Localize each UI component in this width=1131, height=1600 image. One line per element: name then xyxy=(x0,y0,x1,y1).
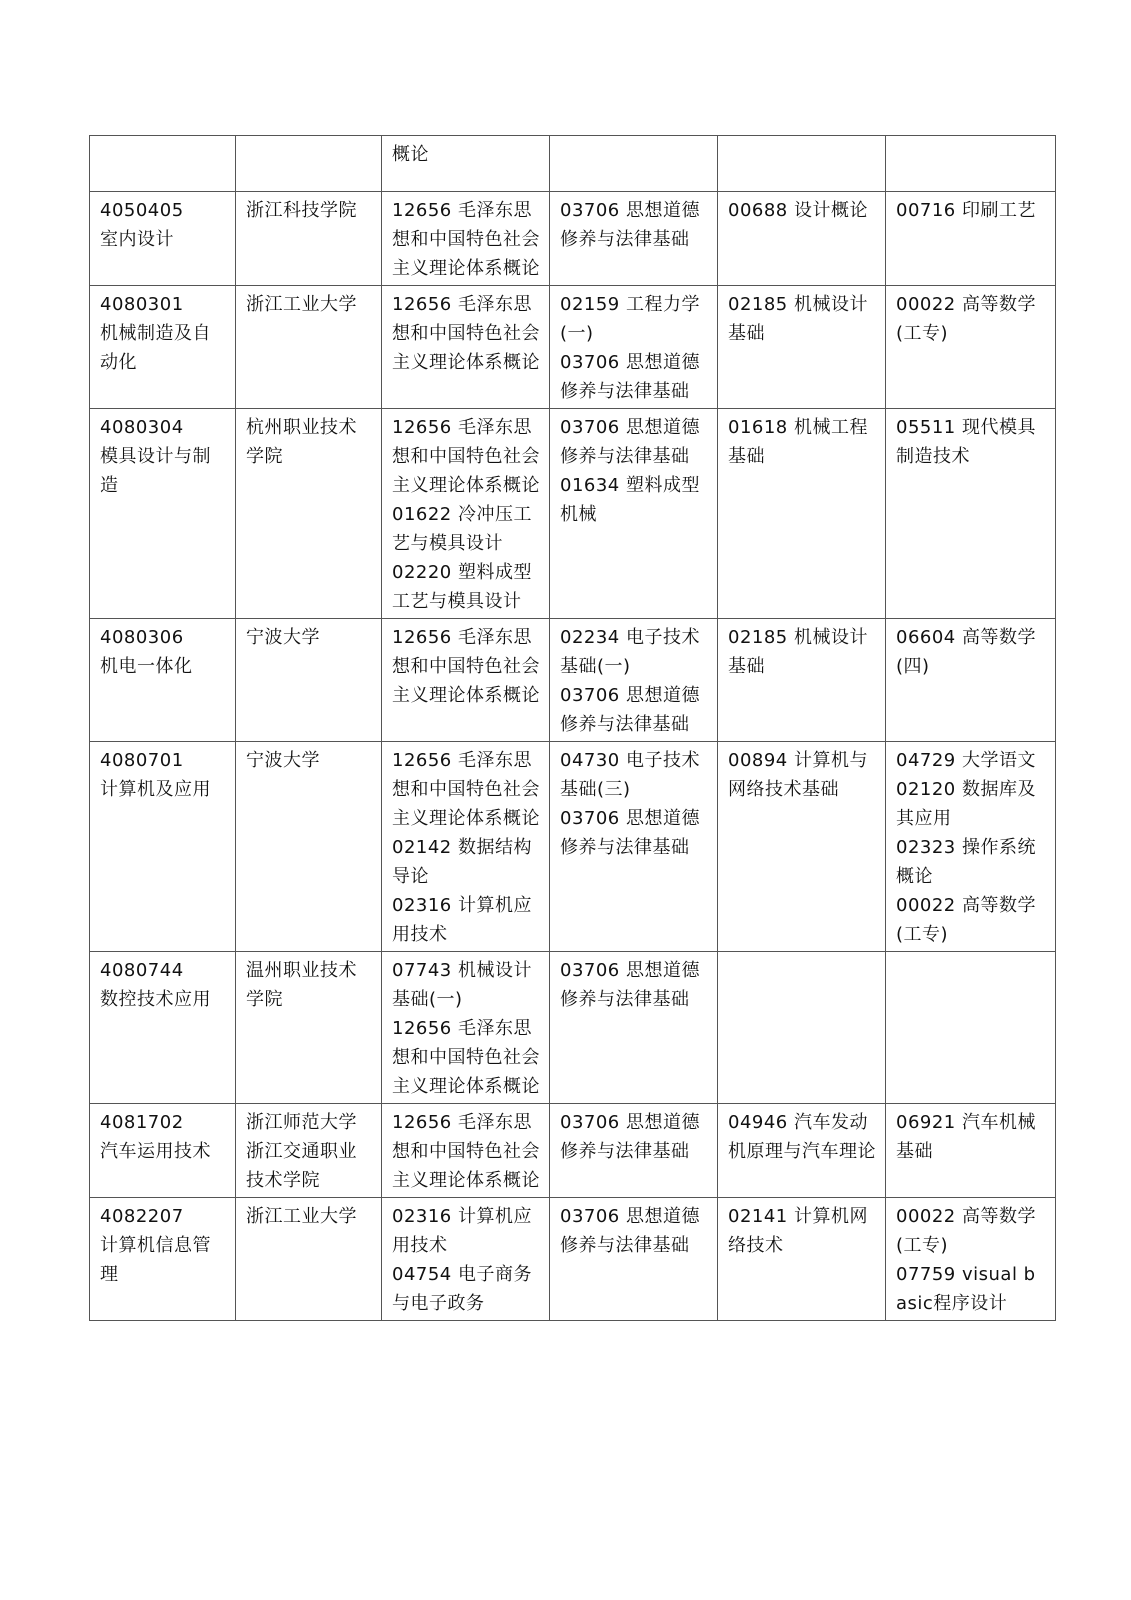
course-cell-3 xyxy=(718,136,886,192)
major-cell xyxy=(90,619,236,742)
table-row xyxy=(90,1104,1056,1198)
cell-text: 模具设计与制造 xyxy=(100,446,211,496)
cell-text: 00894 计算机与网络技术基础 xyxy=(728,750,868,800)
school-cell xyxy=(236,619,382,742)
cell-text: 04730 电子技术基础(三) xyxy=(560,750,700,800)
table-row xyxy=(90,619,1056,742)
course-cell-1 xyxy=(382,192,550,286)
cell-text: 4050405 xyxy=(100,200,184,221)
cell-text: 浙江师范大学 xyxy=(246,1112,357,1133)
cell-text: 02220 塑料成型工艺与模具设计 xyxy=(392,562,532,612)
cell-text: 12656 毛泽东思想和中国特色社会主义理论体系概论 xyxy=(392,627,540,706)
school-cell xyxy=(236,952,382,1104)
cell-text: 03706 思想道德修养与法律基础 xyxy=(560,417,700,467)
course-cell-2 xyxy=(550,286,718,409)
cell-text: 03706 思想道德修养与法律基础 xyxy=(560,960,700,1010)
course-cell-4 xyxy=(886,619,1056,742)
cell-text: 概论 xyxy=(392,144,429,165)
course-cell-4 xyxy=(886,409,1056,619)
cell-text: 02141 计算机网络技术 xyxy=(728,1206,868,1256)
cell-text: 4082207 xyxy=(100,1206,184,1227)
course-cell-1 xyxy=(382,1104,550,1198)
major-cell xyxy=(90,286,236,409)
cell-text: 计算机信息管理 xyxy=(100,1235,211,1285)
school-cell xyxy=(236,1104,382,1198)
cell-text: 04754 电子商务与电子政务 xyxy=(392,1264,532,1314)
cell-text: 温州职业技术学院 xyxy=(246,960,357,1010)
cell-text: 06921 汽车机械基础 xyxy=(896,1112,1036,1162)
cell-text: 室内设计 xyxy=(100,229,174,250)
school-cell xyxy=(236,1198,382,1321)
major-cell xyxy=(90,409,236,619)
major-cell xyxy=(90,952,236,1104)
course-cell-1 xyxy=(382,286,550,409)
course-cell-2 xyxy=(550,409,718,619)
school-cell xyxy=(236,409,382,619)
course-cell-2 xyxy=(550,1104,718,1198)
course-cell-3 xyxy=(718,192,886,286)
course-cell-1 xyxy=(382,742,550,952)
cell-text: 07743 机械设计基础(一) xyxy=(392,960,532,1010)
course-cell-4 xyxy=(886,192,1056,286)
course-cell-2 xyxy=(550,136,718,192)
cell-text: 00022 高等数学(工专) xyxy=(896,895,1036,945)
course-cell-2 xyxy=(550,742,718,952)
cell-text: 03706 思想道德修养与法律基础 xyxy=(560,1206,700,1256)
course-cell-3 xyxy=(718,742,886,952)
cell-text: 浙江交通职业技术学院 xyxy=(246,1141,357,1191)
cell-text: 02185 机械设计基础 xyxy=(728,627,868,677)
table-row xyxy=(90,1198,1056,1321)
table-row xyxy=(90,952,1056,1104)
cell-text: 03706 思想道德修养与法律基础 xyxy=(560,200,700,250)
course-cell-2 xyxy=(550,619,718,742)
course-cell-1 xyxy=(382,136,550,192)
cell-text: 汽车运用技术 xyxy=(100,1141,211,1162)
table-row xyxy=(90,286,1056,409)
cell-text: 浙江工业大学 xyxy=(246,294,357,315)
cell-text: 02159 工程力学(一) xyxy=(560,294,700,344)
cell-text: 数控技术应用 xyxy=(100,989,211,1010)
cell-text: 03706 思想道德修养与法律基础 xyxy=(560,352,700,402)
course-cell-3 xyxy=(718,619,886,742)
cell-text: 12656 毛泽东思想和中国特色社会主义理论体系概论 xyxy=(392,417,540,496)
school-cell xyxy=(236,742,382,952)
course-cell-4 xyxy=(886,286,1056,409)
cell-text: 01622 冷冲压工艺与模具设计 xyxy=(392,504,532,554)
course-cell-3 xyxy=(718,1198,886,1321)
cell-text: 01618 机械工程基础 xyxy=(728,417,868,467)
cell-text: 00688 设计概论 xyxy=(728,200,868,221)
major-cell xyxy=(90,136,236,192)
cell-text: 02185 机械设计基础 xyxy=(728,294,868,344)
major-cell xyxy=(90,742,236,952)
course-cell-4 xyxy=(886,1198,1056,1321)
cell-text: 机电一体化 xyxy=(100,656,193,677)
cell-text: 00022 高等数学(工专) xyxy=(896,294,1036,344)
cell-text: 02142 数据结构导论 xyxy=(392,837,532,887)
cell-text: 浙江工业大学 xyxy=(246,1206,357,1227)
cell-text: 12656 毛泽东思想和中国特色社会主义理论体系概论 xyxy=(392,750,540,829)
cell-text: 02120 数据库及其应用 xyxy=(896,779,1036,829)
course-cell-2 xyxy=(550,952,718,1104)
cell-text: 4080304 xyxy=(100,417,184,438)
cell-text: 04729 大学语文 xyxy=(896,750,1036,771)
table-row xyxy=(90,192,1056,286)
cell-text: 03706 思想道德修养与法律基础 xyxy=(560,685,700,735)
course-cell-1 xyxy=(382,1198,550,1321)
school-cell xyxy=(236,192,382,286)
cell-text: 4080306 xyxy=(100,627,184,648)
cell-text: 机械制造及自动化 xyxy=(100,323,211,373)
course-cell-1 xyxy=(382,952,550,1104)
course-cell-4 xyxy=(886,742,1056,952)
table-row xyxy=(90,742,1056,952)
course-cell-3 xyxy=(718,409,886,619)
course-table-body xyxy=(90,136,1056,1321)
cell-text: 4081702 xyxy=(100,1112,184,1133)
cell-text: 12656 毛泽东思想和中国特色社会主义理论体系概论 xyxy=(392,1018,540,1097)
cell-text: 02316 计算机应用技术 xyxy=(392,1206,532,1256)
cell-text: 4080744 xyxy=(100,960,184,981)
cell-text: 07759 visual basic程序设计 xyxy=(896,1264,1036,1314)
cell-text: 01634 塑料成型机械 xyxy=(560,475,700,525)
cell-text: 宁波大学 xyxy=(246,627,320,648)
school-cell xyxy=(236,286,382,409)
cell-text: 4080301 xyxy=(100,294,184,315)
cell-text: 02323 操作系统概论 xyxy=(896,837,1036,887)
course-cell-2 xyxy=(550,192,718,286)
cell-text: 宁波大学 xyxy=(246,750,320,771)
major-cell xyxy=(90,1104,236,1198)
cell-text: 03706 思想道德修养与法律基础 xyxy=(560,1112,700,1162)
course-cell-4 xyxy=(886,952,1056,1104)
cell-text: 00022 高等数学(工专) xyxy=(896,1206,1036,1256)
course-cell-2 xyxy=(550,1198,718,1321)
cell-text: 12656 毛泽东思想和中国特色社会主义理论体系概论 xyxy=(392,294,540,373)
major-cell xyxy=(90,192,236,286)
cell-text: 杭州职业技术学院 xyxy=(246,417,357,467)
cell-text: 00716 印刷工艺 xyxy=(896,200,1036,221)
table-row xyxy=(90,409,1056,619)
cell-text: 04946 汽车发动机原理与汽车理论 xyxy=(728,1112,876,1162)
cell-text: 浙江科技学院 xyxy=(246,200,357,221)
table-row xyxy=(90,136,1056,192)
cell-text: 12656 毛泽东思想和中国特色社会主义理论体系概论 xyxy=(392,200,540,279)
cell-text: 4080701 xyxy=(100,750,184,771)
cell-text: 计算机及应用 xyxy=(100,779,211,800)
course-cell-3 xyxy=(718,286,886,409)
cell-text: 03706 思想道德修养与法律基础 xyxy=(560,808,700,858)
course-cell-4 xyxy=(886,136,1056,192)
cell-text: 02316 计算机应用技术 xyxy=(392,895,532,945)
course-cell-1 xyxy=(382,409,550,619)
course-table xyxy=(89,135,1056,1321)
course-cell-1 xyxy=(382,619,550,742)
cell-text: 02234 电子技术基础(一) xyxy=(560,627,700,677)
cell-text: 06604 高等数学(四) xyxy=(896,627,1036,677)
course-cell-3 xyxy=(718,952,886,1104)
major-cell xyxy=(90,1198,236,1321)
cell-text: 12656 毛泽东思想和中国特色社会主义理论体系概论 xyxy=(392,1112,540,1191)
school-cell xyxy=(236,136,382,192)
course-cell-3 xyxy=(718,1104,886,1198)
cell-text: 05511 现代模具制造技术 xyxy=(896,417,1036,467)
course-cell-4 xyxy=(886,1104,1056,1198)
